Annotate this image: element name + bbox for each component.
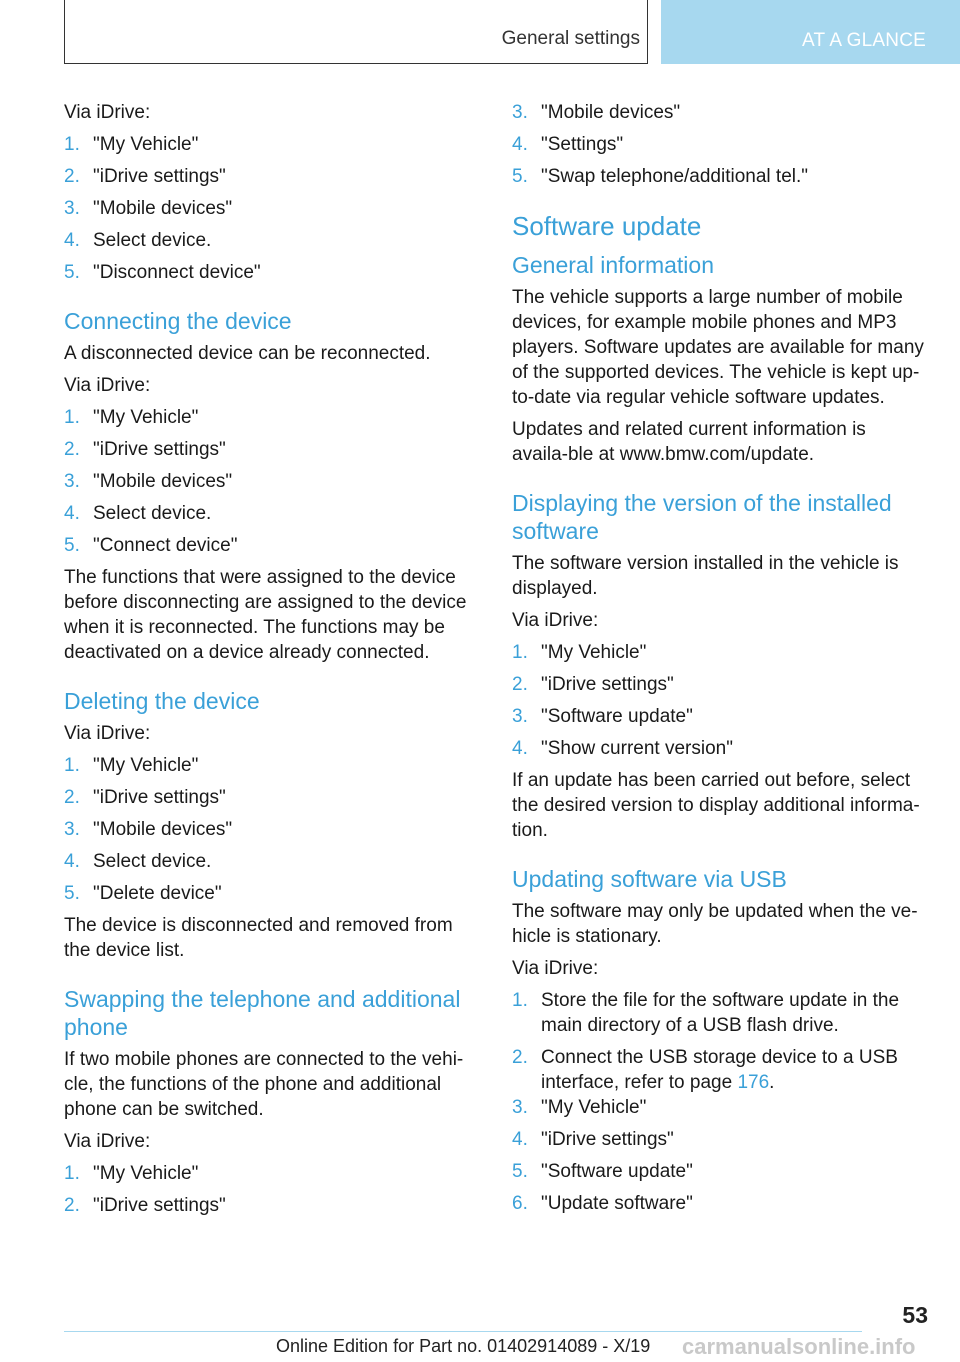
list-item <box>64 164 474 189</box>
via-idrive-text: Via iDrive: <box>512 958 599 979</box>
section-heading-swapping: Swapping the telephone and additional phone <box>64 986 461 1040</box>
step-number: 5. <box>512 166 528 187</box>
step-text: "My Vehicle" <box>541 1097 647 1118</box>
step-number: 1. <box>64 134 80 155</box>
list-item <box>64 437 474 462</box>
step-text-end: . <box>769 1072 775 1093</box>
step-text: Select device. <box>93 230 212 251</box>
step-number: 4. <box>64 230 80 251</box>
step-number: 1. <box>64 755 80 776</box>
step-text: "My Vehicle" <box>93 134 199 155</box>
step-number: 4. <box>512 738 528 759</box>
step-number: 3. <box>64 198 80 219</box>
step-text: "My Vehicle" <box>541 642 647 663</box>
step-text: Select device. <box>93 851 212 872</box>
list-item <box>64 533 474 558</box>
step-text: "Connect device" <box>93 535 238 556</box>
step-text: "Show current version" <box>541 738 733 759</box>
section-heading-connecting: Connecting the device <box>64 308 292 334</box>
step-text: "Delete device" <box>93 883 222 904</box>
step-number: 4. <box>64 851 80 872</box>
list-item <box>64 260 474 285</box>
list-item <box>512 1045 926 1095</box>
step-text: "My Vehicle" <box>93 407 199 428</box>
list-item <box>64 817 474 842</box>
step-text: Store the file for the software update in the main directory of a USB flash drive. <box>541 990 900 1036</box>
step-number: 2. <box>64 1195 80 1216</box>
step-text: "Mobile devices" <box>93 471 233 492</box>
show-version-steps <box>512 640 926 761</box>
step-number: 2. <box>512 674 528 695</box>
via-idrive-text: Via iDrive: <box>512 610 599 631</box>
header-section-title: General settings <box>501 28 640 49</box>
paragraph: A disconnected device can be reconnected. <box>64 343 431 364</box>
via-idrive-text: Via iDrive: <box>64 375 151 396</box>
disconnect-steps <box>64 132 474 285</box>
list-item <box>64 196 474 221</box>
step-text: Select device. <box>93 503 212 524</box>
step-number: 5. <box>64 262 80 283</box>
step-number: 6. <box>512 1193 528 1214</box>
step-number: 5. <box>64 535 80 556</box>
step-number: 4. <box>64 503 80 524</box>
step-text: "Swap telephone/additional tel." <box>541 166 809 187</box>
list-item <box>64 1193 474 1218</box>
list-item <box>64 501 474 526</box>
step-number: 2. <box>64 166 80 187</box>
paragraph: If two mobile phones are connected to the vehi‐cle, the functions of the phone and additional phone can be switched. <box>64 1049 464 1120</box>
left-column <box>64 100 474 1225</box>
page-reference-link[interactable]: 176 <box>737 1072 770 1093</box>
list-item <box>64 785 474 810</box>
list-item <box>64 753 474 778</box>
step-number: 1. <box>64 1163 80 1184</box>
step-text: "My Vehicle" <box>93 1163 199 1184</box>
list-item <box>512 672 926 697</box>
page-number: 53 <box>902 1302 928 1328</box>
step-text: "Mobile devices" <box>93 819 233 840</box>
list-item <box>512 988 926 1038</box>
list-item <box>64 132 474 157</box>
watermark-logo: carmanualsonline.info <box>682 1334 916 1359</box>
list-item <box>512 1127 926 1152</box>
step-text: "Mobile devices" <box>541 102 681 123</box>
step-number: 2. <box>64 787 80 808</box>
step-text: "My Vehicle" <box>93 755 199 776</box>
chapter-heading-software-update: Software update <box>512 211 702 241</box>
step-text: Connect the USB storage device to a USB interface, refer to page <box>541 1047 898 1093</box>
swap-steps-continued <box>512 100 926 189</box>
swap-steps <box>64 1161 474 1218</box>
step-number: 1. <box>512 642 528 663</box>
paragraph: The device is disconnected and removed from the device list. <box>64 915 453 961</box>
list-item <box>64 849 474 874</box>
step-number: 1. <box>64 407 80 428</box>
list-item <box>512 736 926 761</box>
step-text: "Settings" <box>541 134 624 155</box>
delete-steps <box>64 753 474 906</box>
step-text: "Software update" <box>541 1161 693 1182</box>
step-text: "Update software" <box>541 1193 693 1214</box>
section-heading-deleting: Deleting the device <box>64 688 260 714</box>
step-number: 3. <box>512 706 528 727</box>
via-idrive-text: Via iDrive: <box>64 102 151 123</box>
list-item <box>512 640 926 665</box>
step-text: "Software update" <box>541 706 693 727</box>
step-number: 2. <box>64 439 80 460</box>
paragraph: Updates and related current information is availa‐ble at www.bmw.com/update. <box>512 419 866 465</box>
list-item <box>64 1161 474 1186</box>
list-item <box>512 164 926 189</box>
section-heading-usb-update: Updating software via USB <box>512 866 787 892</box>
step-text: "iDrive settings" <box>93 787 226 808</box>
list-item <box>512 1191 926 1216</box>
step-number: 4. <box>512 134 528 155</box>
list-item <box>512 100 926 125</box>
paragraph: The software may only be updated when the ve‐hicle is stationary. <box>512 901 918 947</box>
step-text: "iDrive settings" <box>541 1129 674 1150</box>
usb-update-steps-rest <box>512 1095 926 1216</box>
step-number: 3. <box>64 819 80 840</box>
step-number: 3. <box>512 1097 528 1118</box>
step-number: 4. <box>512 1129 528 1150</box>
via-idrive-text: Via iDrive: <box>64 723 151 744</box>
right-column <box>512 100 926 1223</box>
step-text: "iDrive settings" <box>541 674 674 695</box>
list-item <box>512 704 926 729</box>
section-heading-displaying-version: Displaying the version of the installed software <box>512 490 892 544</box>
paragraph: The software version installed in the vehicle is displayed. <box>512 553 899 599</box>
connect-steps <box>64 405 474 558</box>
list-item <box>64 228 474 253</box>
header-chapter-label: AT A GLANCE <box>802 30 926 51</box>
step-number: 5. <box>64 883 80 904</box>
section-heading-general-information: General information <box>512 252 714 278</box>
step-text: "iDrive settings" <box>93 1195 226 1216</box>
step-text: "Disconnect device" <box>93 262 261 283</box>
step-number: 5. <box>512 1161 528 1182</box>
step-text: "Mobile devices" <box>93 198 233 219</box>
header-chapter-tab <box>661 0 960 64</box>
paragraph: The vehicle supports a large number of mobile devices, for example mobile phones and MP3 players. Software updates are available for many of the supported devices. The vehicle is kept up-to-date via regular vehicle software updates. <box>512 287 924 408</box>
step-number: 2. <box>512 1047 528 1068</box>
step-number: 3. <box>512 102 528 123</box>
list-item <box>64 405 474 430</box>
paragraph: The functions that were assigned to the device before disconnecting are assigned to the device when it is reconnected. The functions may be deactivated on a device already connected. <box>64 567 467 663</box>
list-item <box>512 132 926 157</box>
step-text: "iDrive settings" <box>93 166 226 187</box>
step-text: "iDrive settings" <box>93 439 226 460</box>
footer-divider <box>64 1331 862 1332</box>
list-item <box>64 881 474 906</box>
step-number: 1. <box>512 990 528 1011</box>
list-item <box>64 469 474 494</box>
paragraph: If an update has been carried out before, select the desired version to display additional informa‐tion. <box>512 770 920 841</box>
footer-edition: Online Edition for Part no. 01402914089 - X/19 <box>276 1336 651 1356</box>
list-item <box>512 1159 926 1184</box>
list-item <box>512 1095 926 1120</box>
via-idrive-text: Via iDrive: <box>64 1131 151 1152</box>
step-number: 3. <box>64 471 80 492</box>
usb-update-steps <box>512 988 926 1095</box>
